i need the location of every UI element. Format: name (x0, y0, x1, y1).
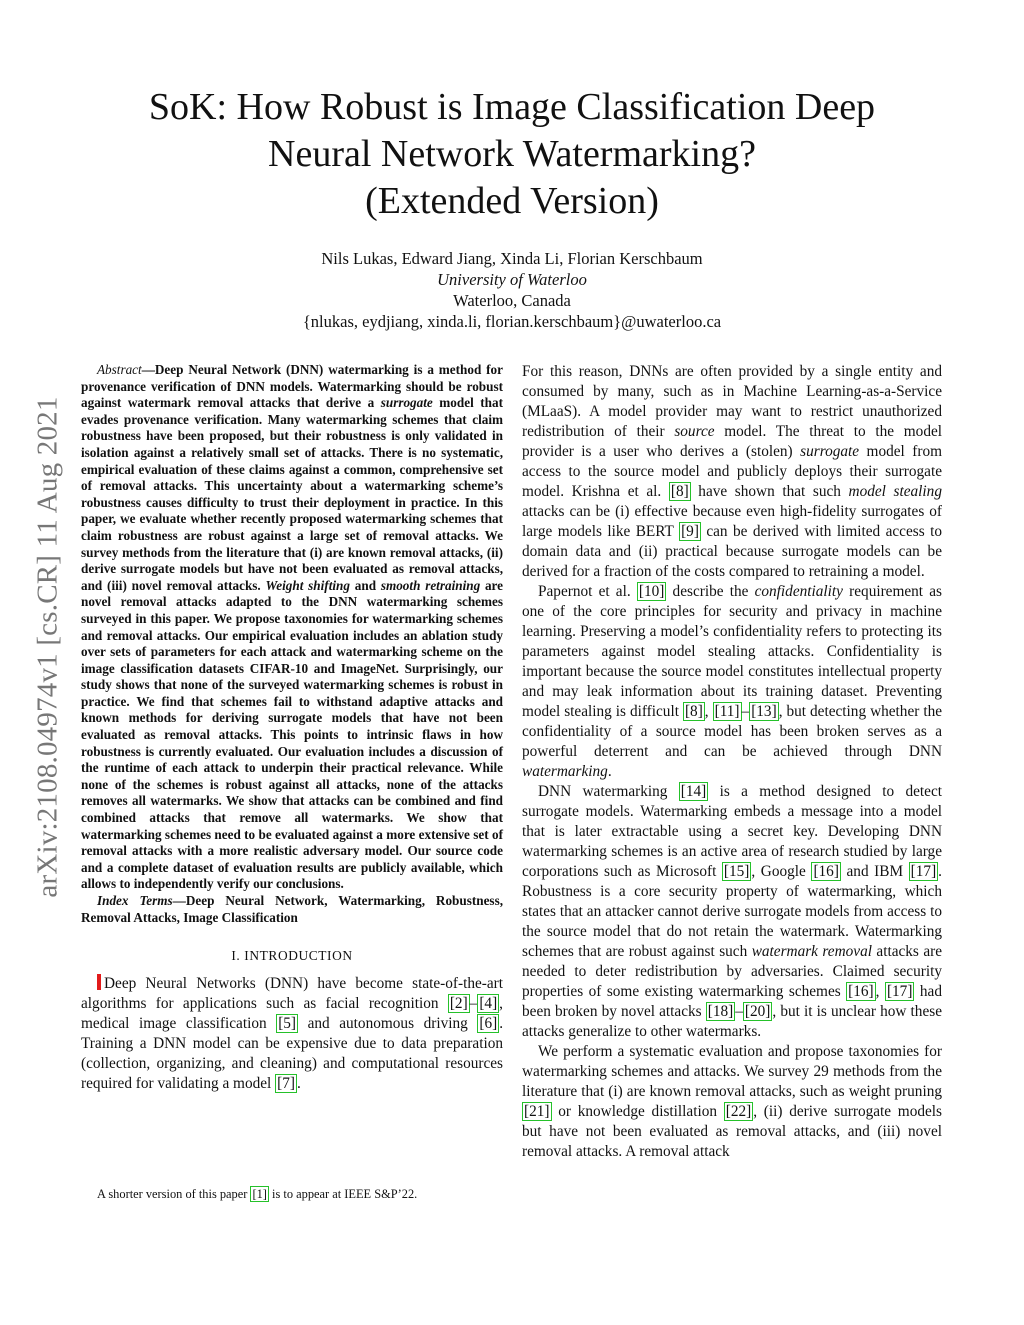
paper-title (90, 84, 934, 225)
index-terms: Index Terms—Deep Neural Network, Watermarking, Robustness, Removal Attacks, Image Classification (81, 893, 503, 925)
abstract-label: Abstract (97, 362, 142, 377)
citation-link[interactable]: [4] (479, 995, 498, 1013)
location: Waterloo, Canada (453, 291, 571, 310)
citation-link[interactable]: [5] (278, 1015, 297, 1033)
intro-paragraph: Deep Neural Networks (DNN) have become state-of-the-art algorithms for applications such as facial recognition [2] – [4] , medical image classification [5] and autonomous driving [6] . Training a DNN model can be expensive due to data preparation (collection, organizing, and cleaning) and computational resources required for validating a model [7] . (81, 975, 504, 1093)
left-column (81, 362, 503, 1094)
citation-link[interactable]: [16] (848, 983, 874, 1000)
citation-link[interactable]: [16] (813, 863, 839, 880)
affiliation: University of Waterloo (437, 270, 587, 289)
author-emails: {nlukas, eydjiang, xinda.li, florian.kerschbaum}@uwaterloo.ca (302, 312, 722, 331)
arxiv-sidebar (30, 352, 66, 942)
citation-link[interactable]: [21] (524, 1103, 550, 1120)
link-marker-icon[interactable] (97, 974, 101, 990)
title-line-3: (Extended Version) (365, 180, 659, 222)
citation-link[interactable]: [1] (252, 1187, 267, 1201)
citation-link[interactable]: [8] (670, 483, 689, 500)
title-line-2: Neural Network Watermarking? (268, 133, 756, 175)
arxiv-identifier[interactable]: arXiv:2108.04974v1 [cs.CR] 11 Aug 2021 (31, 396, 64, 898)
citation-link[interactable]: [14] (680, 783, 707, 800)
body-paragraph: DNN watermarking [14] is a method designed to detect surrogate models. Watermarking embeds a message into a model that is later extractable using a secret key. Developing DNN watermarking schemes is an active area of research studied by large corporations such as Microsoft [15] , Google [16] and IBM [17] . Robustness is a core security property of watermarking, which states that an attacker cannot derive surrogate models from access to the source model that do not retain the watermark. Watermarking schemes that are robust against such watermark removal attacks are needed to deter redistribution by adversaries. Claimed security properties of some existing watermarking schemes [16] , [17] had been broken by novel attacks [18] – [20] , but it is unclear how these attacks generalize to other watermarks. (522, 783, 942, 1040)
citation-link[interactable]: [11] (714, 703, 740, 720)
author-block (160, 248, 864, 332)
body-paragraph: We perform a systematic evaluation and propose taxonomies for watermarking schemes and attacks. We survey 29 methods from the literature that (i) are known removal attacks, such as weight pruning [21] or knowledge distillation [22] , (ii) derive surrogate models but have not been evaluated as removal attacks, and (iii) novel removal attacks. A removal attack (522, 1043, 942, 1160)
body-paragraph: For this reason, DNNs are often provided by a single entity and consumed by many, such as in Machine Learning-as-a-Service (MLaaS). A model provider may want to restrict unauthorized redistribution of their source model. The threat to the model provider is a user who derives a (stolen) surrogate model from access to the source model and publicly deploys their surrogate model. Krishna et al. [8] have shown that such model stealing attacks can be (i) effective because even high-fidelity surrogates of large models like BERT [9] can be derived with limited access to domain data and (ii) practical because surrogate models can be derived for a fraction of the costs compared to retraining a model. (522, 363, 943, 580)
citation-link[interactable]: [20] (744, 1003, 771, 1020)
title-line-1: SoK: How Robust is Image Classification Deep (148, 86, 876, 128)
index-terms-label: Index Terms (97, 893, 173, 908)
citation-link[interactable]: [18] (707, 1003, 734, 1020)
section-heading-introduction: I. INTRODUCTION (231, 948, 353, 964)
citation-link[interactable]: [15] (723, 863, 750, 880)
citation-link[interactable]: [2] (449, 995, 468, 1013)
abstract: Abstract—Deep Neural Network (DNN) watermarking is a method for provenance verification of DNN models. Watermarking should be robust against watermark removal attacks that derive a surrogate model that evades provenance verification. Many watermarking schemes that claim robustness have been proposed, but their robustness is only validated in isolation against a relatively small set of attacks. There is no systematic, empirical evaluation of these claims against a common, comprehensive set of removal attacks. This uncertainty about a watermarking scheme’s robustness causes difficulty to trust their deployment in practice. In this paper, we evaluate whether recently proposed watermarking schemes that claim robustness are robust against a large set of removal attacks. We survey methods from the literature that (i) are known removal attacks, (ii) derive surrogate models but have not been evaluated as removal attacks, and (iii) novel removal attacks. Weight shifting and smooth retraining are novel removal attacks adapted to the DNN watermarking schemes surveyed in this paper. We propose taxonomies for watermarking schemes and removal attacks. Our empirical evaluation includes an ablation study over sets of parameters for each attack and watermarking scheme on the image classification datasets CIFAR-10 and ImageNet. Surprisingly, our study shows that none of the surveyed watermarking schemes is robust in practice. We find that schemes fail to withstand adaptive attacks and known methods for deriving surrogate models that have not been evaluated as removal attacks. This points to intrinsic flaws in how robustness is currently evaluated. Our evaluation includes a discussion of the runtime of each attack to underpin their practical relevance. While none of the schemes is robust against all attacks, none of the attacks removes all watermarks. We show that attacks can be combined and find combined attacks that remove all watermarks. We show that watermarking schemes need to be evaluated against a more extensive set of removal attacks with a more realistic adversary model. Our source code and a complete dataset of evaluation results are publicly available, which allows to independently verify our conclusions. (81, 362, 504, 892)
citation-link[interactable]: [9] (681, 523, 699, 540)
right-column (522, 362, 942, 1162)
citation-link[interactable]: [8] (684, 703, 703, 720)
citation-link[interactable]: [7] (277, 1075, 295, 1093)
author-names: Nils Lukas, Edward Jiang, Xinda Li, Florian Kerschbaum (321, 249, 703, 268)
citation-link[interactable]: [17] (886, 983, 913, 1000)
body-paragraph: Papernot et al. [10] describe the confidentiality requirement as one of the core principles for security and privacy in machine learning. Preserving a model’s confidentiality refers to protecting its parameters against model stealing attacks. Confidentiality is important because the source model constitutes intellectual property and may leak information about its training dataset. Preventing model stealing is difficult [8] , [11] – [13] , but detecting whether the confidentiality of a source model has been broken serves as a powerful deterrent and can be achieved through DNN watermarking. (522, 583, 943, 780)
footnote: A shorter version of this paper [1] is to appear at IEEE S&P’22. (97, 1187, 418, 1201)
citation-link[interactable]: [13] (751, 703, 777, 720)
citation-link[interactable]: [6] (479, 1015, 498, 1033)
citation-link[interactable]: [22] (725, 1103, 752, 1120)
citation-link[interactable]: [10] (638, 583, 665, 600)
citation-link[interactable]: [17] (910, 863, 937, 880)
